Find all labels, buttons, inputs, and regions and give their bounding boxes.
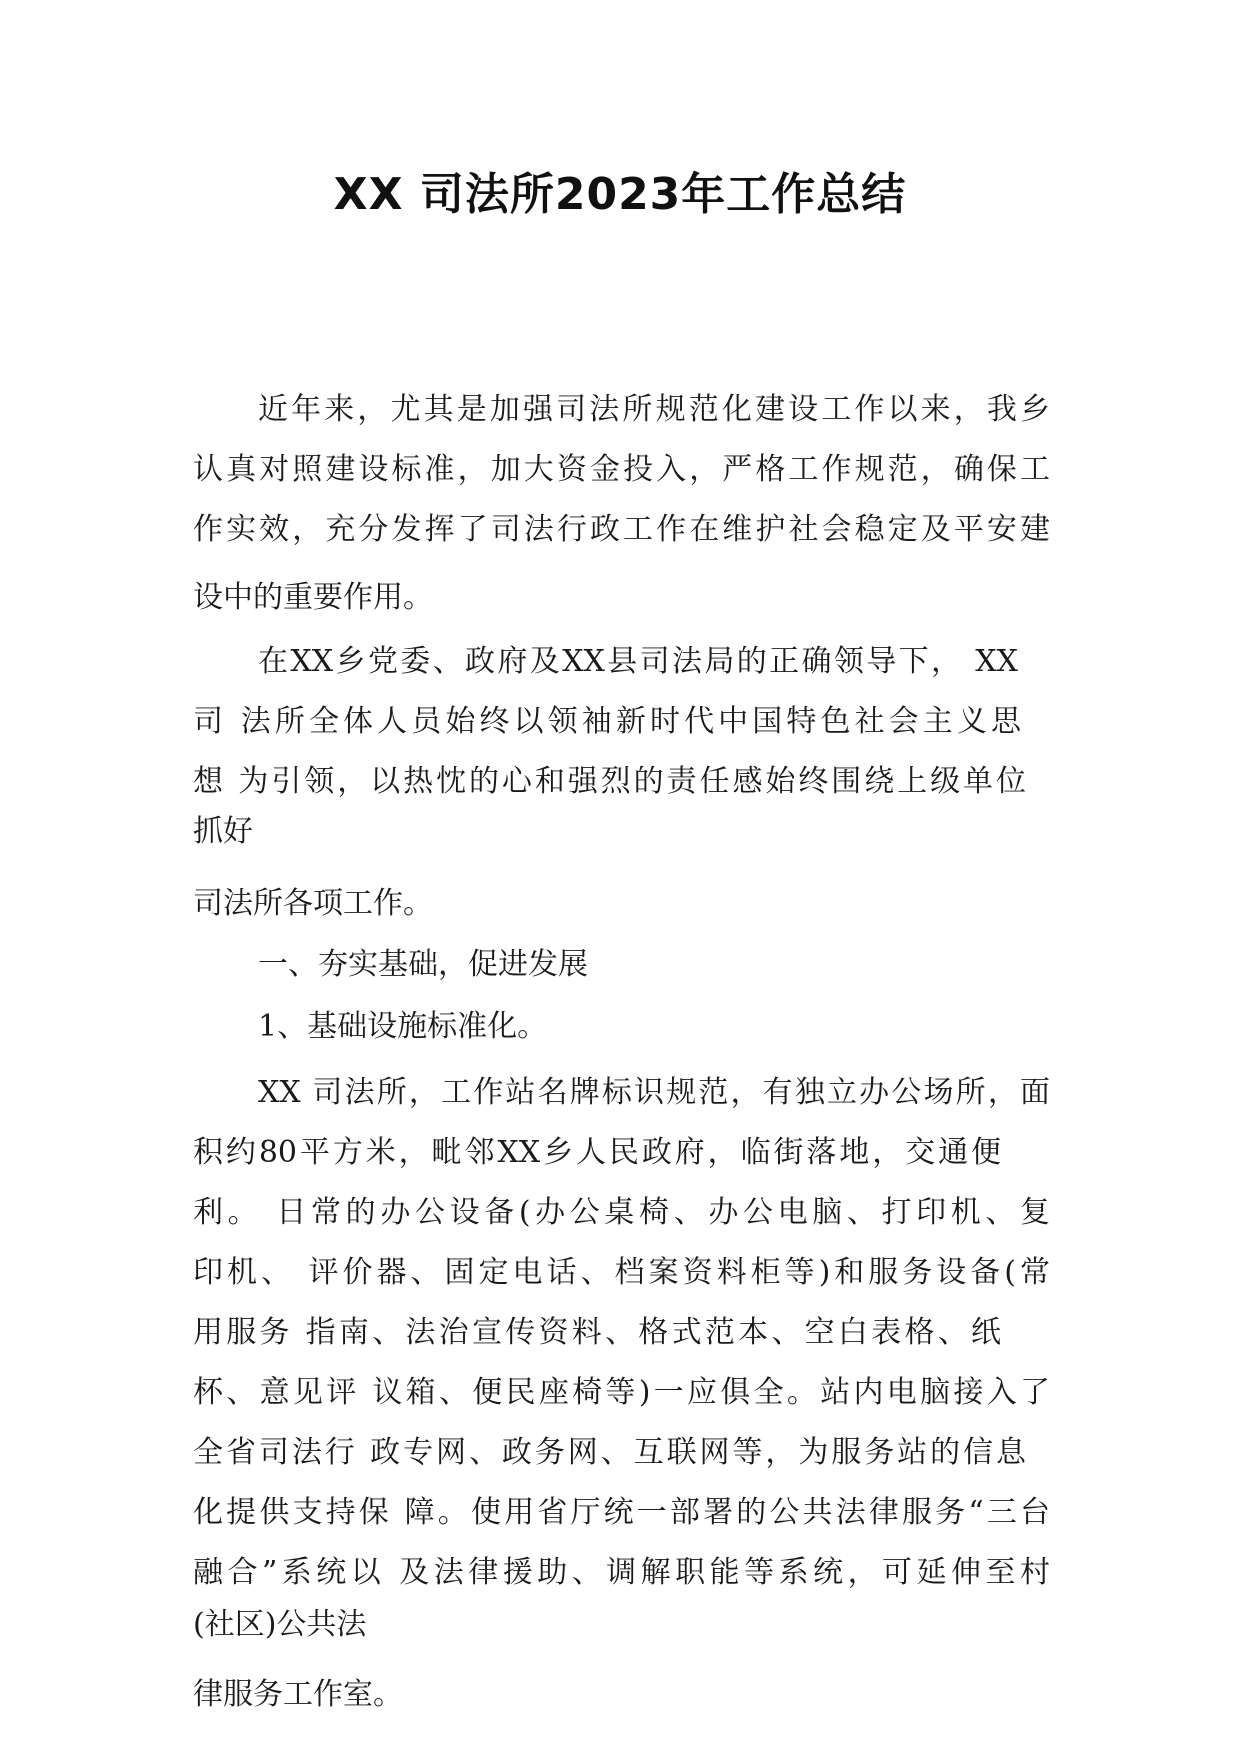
body-line: XX 司法所，工作站名牌标识规范，有独立办公场所，面 bbox=[258, 1075, 1050, 1110]
body-line: 司 法所全体人员始终以领袖新时代中国特色社会主义思 bbox=[193, 704, 1021, 739]
body-line: 印机、 评价器、固定电话、档案资料柜等)和服务设备(常 bbox=[193, 1255, 1050, 1290]
body-line: 作实效，充分发挥了司法行政工作在维护社会稳定及平安建 bbox=[193, 512, 1050, 547]
body-line: 律服务工作室。 bbox=[193, 1677, 403, 1712]
body-line: 化提供支持保 障。使用省厅统一部署的公共法律服务“三台 bbox=[193, 1495, 1050, 1530]
body-line: 利。 日常的办公设备(办公桌椅、办公电脑、打印机、复 bbox=[193, 1195, 1050, 1230]
body-line: 杯、意见评 议箱、便民座椅等)一应俱全。站内电脑接入了 bbox=[193, 1375, 1050, 1410]
body-line: 设中的重要作用。 bbox=[193, 580, 433, 615]
body-line: 司法所各项工作。 bbox=[193, 886, 433, 921]
body-line: 近年来，尤其是加强司法所规范化建设工作以来，我乡 bbox=[258, 392, 1050, 427]
body-line: 用服务 指南、法治宣传资料、格式范本、空白表格、纸 bbox=[193, 1315, 1001, 1350]
body-line: 想 为引领，以热忱的心和强烈的责任感始终围绕上级单位 bbox=[193, 764, 1026, 799]
section-heading: 一、夯实基础，促进发展 bbox=[258, 947, 588, 982]
body-line: 融合”系统以 及法律援助、调解职能等系统，可延伸至村 bbox=[193, 1555, 1050, 1590]
body-line: (社区)公共法 bbox=[193, 1607, 367, 1642]
subsection-heading: 1、基础设施标准化。 bbox=[258, 1009, 548, 1044]
body-line: 积约80平方米，毗邻XX乡人民政府，临街落地，交通便 bbox=[193, 1135, 1001, 1170]
body-line: 抓好 bbox=[193, 814, 253, 849]
document-title: XX 司法所2023年工作总结 bbox=[333, 169, 907, 220]
body-line: 在XX乡党委、政府及XX县司法局的正确领导下， XX bbox=[258, 644, 1018, 679]
body-line: 认真对照建设标准，加大资金投入，严格工作规范，确保工 bbox=[193, 452, 1050, 487]
body-line: 全省司法行 政专网、政务网、互联网等，为服务站的信息 bbox=[193, 1435, 1026, 1470]
